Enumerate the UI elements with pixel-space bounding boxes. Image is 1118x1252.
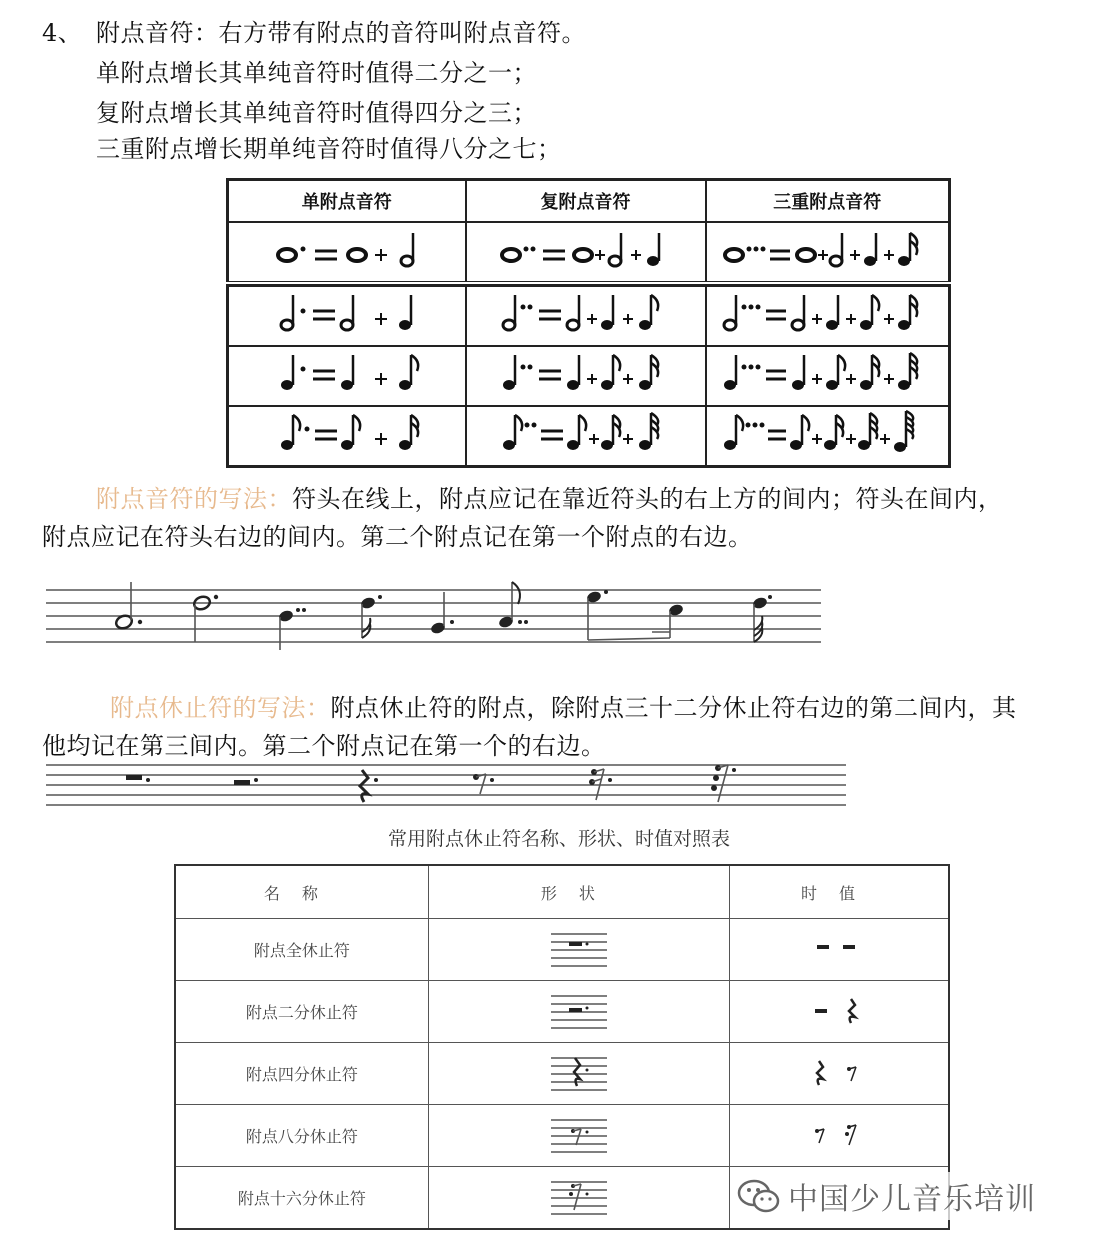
rest-writing-text-1: 附点休止符的附点，除附点三十二分休止符右边的第二间内，其 (330, 694, 1017, 722)
header-triple-dotted: 三重附点音符 (706, 180, 950, 223)
dotted-note-table (226, 178, 951, 468)
rest-value-half (729, 981, 949, 1043)
note-equation-graphic (247, 349, 447, 399)
rest-value-graphic (799, 1119, 879, 1149)
watermark-text: 中国少儿音乐培训 (788, 1182, 1036, 1217)
rest-shape-graphic (549, 926, 609, 970)
note-equation-graphic (712, 289, 942, 339)
rest-shape-quarter (428, 1043, 729, 1105)
rest-shape-graphic (549, 1174, 609, 1218)
equation-quarter-triple (706, 346, 950, 406)
rest-writing-label: 附点休止符的写法： (110, 694, 331, 722)
rule-line-triple: 三重附点增长期单纯音符时值得八分之七； (96, 135, 562, 163)
equation-whole-double (466, 222, 706, 283)
note-equation-graphic (712, 409, 942, 459)
rest-table-caption: 常用附点休止符名称、形状、时值对照表 (387, 828, 730, 850)
equation-quarter-single (228, 346, 466, 406)
note-equation-graphic (247, 225, 447, 275)
note-equation-graphic (481, 289, 691, 339)
watermark (730, 1172, 1042, 1220)
note-equation-graphic (481, 349, 691, 399)
note-equation-graphic (481, 409, 691, 459)
equation-eighth-single (228, 406, 466, 467)
note-row-eighth (228, 406, 950, 467)
note-writing-paragraph (96, 484, 1003, 514)
table-row (175, 1105, 949, 1167)
equation-whole-single (228, 222, 466, 283)
rule-line-double: 复附点增长其单纯音符时值得四分之三； (96, 99, 537, 127)
note-row-whole (228, 222, 950, 283)
note-equation-graphic (712, 349, 942, 399)
table-row (175, 1043, 949, 1105)
note-equation-graphic (712, 225, 942, 275)
section-heading: 附点音符：右方带有附点的音符叫附点音符。 (96, 19, 586, 47)
header-value: 时值 (729, 865, 949, 919)
rest-shape-half (428, 981, 729, 1043)
note-equation-graphic (247, 409, 447, 459)
rest-shape-graphic (549, 1050, 609, 1094)
rest-name-quarter: 附点四分休止符 (175, 1043, 428, 1105)
rest-name-half: 附点二分休止符 (175, 981, 428, 1043)
header-name: 名称 (175, 865, 428, 919)
header-single-dotted: 单附点音符 (228, 180, 466, 223)
table-row (175, 919, 949, 981)
rest-value-eighth (729, 1105, 949, 1167)
equation-half-single (228, 286, 466, 346)
rest-writing-paragraph (110, 693, 1017, 723)
wechat-icon (736, 1177, 782, 1215)
equation-eighth-double (466, 406, 706, 467)
equation-half-double (466, 286, 706, 346)
rest-value-graphic (799, 1057, 879, 1087)
equation-quarter-double (466, 346, 706, 406)
section-number: 4、 (42, 19, 83, 47)
rest-value-quarter (729, 1043, 949, 1105)
note-row-half (228, 286, 950, 346)
note-writing-text-1: 符头在线上，附点应记在靠近符头的右上方的间内；符头在间内， (292, 485, 1003, 513)
equation-half-triple (706, 286, 950, 346)
equation-eighth-triple (706, 406, 950, 467)
note-writing-text-2: 附点应记在符头右边的间内。第二个附点记在第一个附点的右边。 (42, 523, 753, 551)
note-row-quarter (228, 346, 950, 406)
rest-shape-graphic (549, 988, 609, 1032)
rest-shape-graphic (549, 1112, 609, 1156)
rest-value-whole (729, 919, 949, 981)
dotted-rests-staff (46, 760, 856, 810)
rest-shape-whole (428, 919, 729, 981)
rest-name-whole: 附点全休止符 (175, 919, 428, 981)
rest-value-graphic (799, 933, 879, 963)
note-writing-label: 附点音符的写法： (96, 485, 292, 513)
note-equation-graphic (481, 225, 691, 275)
rest-value-graphic (799, 995, 879, 1025)
rest-shape-eighth (428, 1105, 729, 1167)
rest-name-sixteenth: 附点十六分休止符 (175, 1167, 428, 1230)
dotted-notes-staff (46, 570, 826, 660)
header-double-dotted: 复附点音符 (466, 180, 706, 223)
note-equation-graphic (247, 289, 447, 339)
table-row (175, 981, 949, 1043)
rest-writing-text-2: 他均记在第三间内。第二个附点记在第一个的右边。 (42, 732, 606, 760)
equation-whole-triple (706, 222, 950, 283)
rest-name-eighth: 附点八分休止符 (175, 1105, 428, 1167)
header-shape: 形状 (428, 865, 729, 919)
rest-shape-sixteenth (428, 1167, 729, 1230)
rule-line-single: 单附点增长其单纯音符时值得二分之一； (96, 59, 537, 87)
